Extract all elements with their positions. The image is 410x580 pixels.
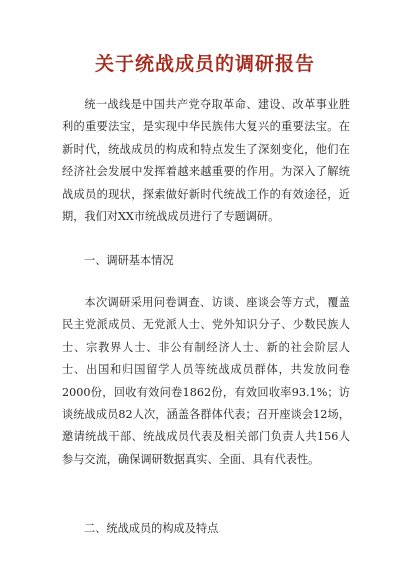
section-heading-2: 二、统战成员的构成及特点	[84, 522, 219, 535]
intro-paragraph: 统一战线是中国共产党夺取革命、建设、改革事业胜利的重要法宝，是实现中华民族伟大复兴的重要法宝。在新时代，统战成员的构成和特点发生了深刻变化，他们在经济社会发展中发挥着越来越重要的作用。为深入了解统战成员的现状，探索做好新时代统战工作的有效途径，近期，我们对XX市统战成员进行了专题调研。	[62, 98, 350, 224]
section-1-paragraph: 本次调研采用问卷调查、访谈、座谈会等方式，覆盖民主党派成员、无党派人士、党外知识分子、少数民族人士、宗教界人士、非公有制经济人士、新的社会阶层人士、出国和归国留学人员等统战成员群体，共发放问卷2000份，回收有效问卷1862份，有效回收率93.1%；访谈统战成员82人次，涵盖各群体代表；召开座谈会12场，邀请统战干部、统战成员代表及相关部门负责人共156人参与交流，确保调研数据真实、全面、具有代表性。	[62, 296, 350, 466]
section-heading-1: 一、调研基本情况	[84, 254, 174, 267]
document-title: 关于统战成员的调研报告	[94, 53, 315, 75]
